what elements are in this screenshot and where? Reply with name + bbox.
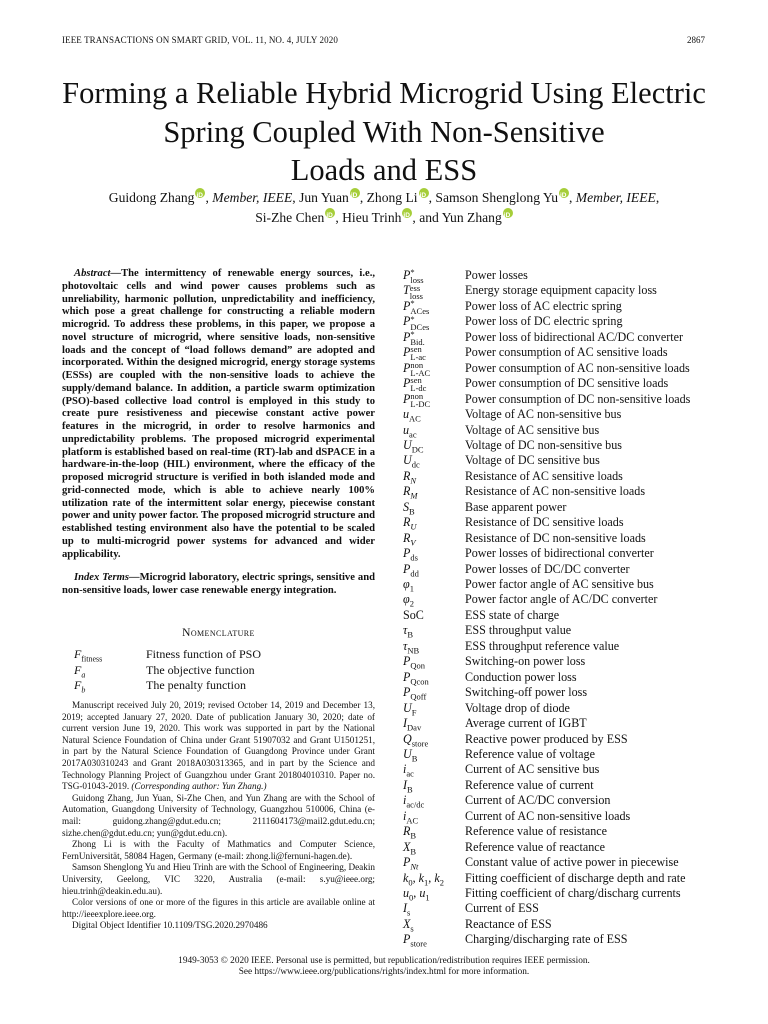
symbol-description: Switching-on power loss bbox=[465, 654, 586, 669]
nomenclature-description: The penalty function bbox=[146, 678, 246, 692]
symbol-description: Fitting coefficient of discharge depth and rate bbox=[465, 870, 686, 885]
symbol-description: Base apparent power bbox=[465, 499, 567, 514]
symbol: P sen L-ac bbox=[403, 344, 426, 363]
symbol: $U_{dc}$ bbox=[403, 453, 420, 470]
orcid-icon[interactable] bbox=[419, 188, 429, 198]
symbol-description: Constant value of active power in piecewise bbox=[465, 855, 679, 870]
symbol: P non L-DC bbox=[403, 390, 431, 409]
symbol-description: Voltage of DC sensitive bus bbox=[465, 453, 600, 468]
symbol-description: Reference value of resistance bbox=[465, 824, 608, 839]
author-line-2 bbox=[30, 208, 738, 228]
author-sep: , bbox=[205, 190, 213, 205]
symbol-description: Current of AC sensitive bus bbox=[465, 762, 600, 777]
nomenclature-description: The objective function bbox=[146, 662, 255, 677]
symbol-description: Current of AC/DC conversion bbox=[465, 793, 611, 808]
nomenclature-symbol: $F_a$ bbox=[74, 662, 86, 679]
symbol: $u_0$, $u_1$ bbox=[403, 886, 430, 903]
symbol: P non L-AC bbox=[403, 359, 431, 378]
symbol: $U_F$ bbox=[403, 700, 417, 717]
author-name: , Samson Shenglong Yu bbox=[428, 190, 558, 205]
symbol-description: Resistance of DC sensitive loads bbox=[465, 515, 624, 530]
author-name: , Hieu Trinh bbox=[335, 209, 402, 225]
nomenclature-heading: Nomenclature bbox=[182, 627, 255, 639]
abstract-text: The intermittency of renewable energy sources, i.e., photovoltaic cells and wind power causes problems such as unreliability, harmonic pollution, unpredictability and inefficiency, which pose a great challenge for constructing a reliable modern microgrid. To address these problems, in this paper, we propose a novel structure of microgrid, where sensitive loads, non-sensitive loads and the concept of “load follows demand” are adopted and incorporated. Within the designed microgrid, energy storage systems (ESSs) are coupled with the non-sensitive loads to achieve the supply/demand balance. In addition, a particle swarm optimization (PSO)-based collective load control is employed in this study to create pure resistiveness and piecewise constant active power features in the microgrid, in order to resolve harmonics and unpredictability problems. The proposed microgrid experimental platform is established based on real-time (RT)-lab and dSPACE in a hardware-in-the-loop (HIL) environment, where the efficacy of the proposed microgrid structure is verified in both islanded mode and grid-connected mode, which is able to achieve nearly 100% utilization rate of the intermittent solar energy, piecewise constant power and unity power factor. The proposed microgrid structure and established testing environment also have the potential to be scaled up to multi-microgrid power systems for advanced and wider applicability. bbox=[62, 268, 375, 560]
symbol: $U_{DC}$ bbox=[403, 437, 424, 455]
symbol-description: Conduction power loss bbox=[465, 669, 577, 684]
symbol: P * ACes bbox=[403, 298, 430, 317]
symbol: $R_M$ bbox=[403, 484, 418, 501]
symbol: $X_s$ bbox=[403, 916, 414, 934]
index-terms-label: Index Terms— bbox=[74, 572, 140, 583]
symbol: $\tau_{NB}$ bbox=[403, 638, 420, 656]
title-line-3: Loads and ESS bbox=[290, 153, 478, 187]
paper-title bbox=[30, 74, 738, 190]
symbol: $P_{Qcon}$ bbox=[403, 669, 429, 687]
symbol: T ess loss bbox=[403, 282, 423, 301]
orcid-icon[interactable] bbox=[559, 188, 569, 198]
author-sep: , bbox=[655, 190, 660, 205]
orcid-icon[interactable] bbox=[195, 188, 205, 198]
abstract-label: Abstract— bbox=[74, 268, 122, 279]
author-line-1 bbox=[30, 188, 738, 208]
symbol-description: Reactive power produced by ESS bbox=[465, 731, 628, 746]
symbol: $R_B$ bbox=[403, 824, 417, 841]
symbol: $I_B$ bbox=[403, 777, 413, 795]
author-name: , Zhong Li bbox=[359, 190, 418, 205]
footnote-paragraph: Digital Object Identifier 10.1109/TSG.2020.2970486 bbox=[72, 920, 268, 931]
orcid-icon[interactable] bbox=[402, 208, 412, 218]
nomenclature-item bbox=[74, 647, 374, 662]
running-header: IEEE TRANSACTIONS ON SMART GRID, VOL. 11, NO. 4, JULY 2020 bbox=[62, 35, 338, 45]
orcid-icon[interactable] bbox=[503, 208, 513, 218]
nomenclature-symbol: $F_{fitness}$ bbox=[74, 647, 103, 664]
symbol: $P_{store}$ bbox=[403, 932, 427, 949]
symbol-description: Power losses of DC/DC converter bbox=[465, 561, 630, 576]
title-line-1: Forming a Reliable Hybrid Microgrid Using Electric bbox=[62, 76, 706, 110]
nomenclature-item bbox=[74, 678, 374, 693]
author-list bbox=[30, 188, 738, 227]
rights-line: See https://www.ieee.org/publications/rights/index.html for more information. bbox=[238, 967, 530, 977]
index-terms bbox=[62, 572, 375, 598]
symbol-description: Power losses of bidirectional converter bbox=[465, 546, 654, 561]
symbol-description: Voltage of AC sensitive bus bbox=[465, 422, 600, 437]
symbol: $P_{dd}$ bbox=[403, 561, 419, 578]
symbol-description: Resistance of DC non-sensitive loads bbox=[465, 530, 646, 545]
symbol-description: Power consumption of AC non-sensitive loads bbox=[465, 360, 690, 375]
symbol-description: Power factor angle of AC sensitive bus bbox=[465, 577, 654, 591]
author-sep: , bbox=[569, 190, 576, 205]
symbol-description: Voltage of DC non-sensitive bus bbox=[465, 437, 622, 452]
symbol-description: Average current of IGBT bbox=[465, 716, 587, 731]
symbol: $U_B$ bbox=[403, 746, 418, 764]
symbol-description: Power factor angle of AC/DC converter bbox=[465, 592, 658, 607]
symbol: P * DCes bbox=[403, 313, 430, 332]
symbol-description: Resistance of AC sensitive loads bbox=[465, 468, 623, 483]
symbol-description: Power loss of AC electric spring bbox=[465, 298, 622, 313]
symbol: $Q_{store}$ bbox=[403, 731, 429, 748]
symbol: SoC bbox=[403, 607, 424, 622]
symbol-description: Charging/discharging rate of ESS bbox=[465, 932, 628, 947]
symbol-description: Power consumption of DC sensitive loads bbox=[465, 376, 669, 391]
symbol: $u_{AC}$ bbox=[403, 407, 421, 424]
footnote-paragraph: Manuscript received July 20, 2019; revised October 14, 2019 and December 13, 2019; accepted January 27, 2020. Date of publication January 30, 2020; date of current version June 19, 2020. This work was supported in part by the National Natural Science Foundation of China under Grant 51907032 and Grant U1501251, in part by the Natural Science Foundation of Guangdong Province under Grant 2017A030310243 and Grant 2018A030313365, and in part by the Science and Technology Planning Project of Guangzhou under Grant 201804010310. Paper no. TSG-01043-2019. (Corresponding author: Yun Zhang.) bbox=[62, 700, 375, 792]
copyright-line: 1949-3053 © 2020 IEEE. Personal use is permitted, but republication/redistribution requires IEEE permission. bbox=[178, 956, 590, 966]
symbol-description: Resistance of AC non-sensitive loads bbox=[465, 484, 646, 499]
symbol: $R_U$ bbox=[403, 515, 417, 532]
author-membership: Member, IEEE bbox=[212, 190, 293, 205]
symbol: $R_N$ bbox=[403, 468, 417, 486]
nomenclature-item bbox=[74, 663, 374, 678]
orcid-icon[interactable] bbox=[350, 188, 360, 198]
symbol: $S_B$ bbox=[403, 499, 415, 517]
orcid-icon[interactable] bbox=[325, 208, 335, 218]
symbol-description: Power loss of DC electric spring bbox=[465, 314, 623, 329]
footnotes bbox=[62, 700, 375, 932]
symbol-description: Power consumption of AC sensitive loads bbox=[465, 345, 668, 360]
index-terms-text: Microgrid laboratory, electric springs, sensitive and non-sensitive loads, lower case renewable energy integration. bbox=[62, 572, 375, 596]
symbol: $i_{ac}$ bbox=[403, 762, 414, 779]
page-number: 2867 bbox=[687, 35, 705, 45]
symbol-description: ESS state of charge bbox=[465, 607, 560, 622]
author-name: Guidong Zhang bbox=[108, 190, 195, 205]
footnote-paragraph: Guidong Zhang, Jun Yuan, Si-Zhe Chen, and Yun Zhang are with the School of Automation, Guangdong University of Technology, Guangzhou 510006, China (e-mail: guidong.zhang@gdut.edu.cn; 2111604173@mail2.gdut.edu.cn; sizhe.chen@gdut.edu.cn; yun@gdut.edu.cn). bbox=[62, 792, 375, 838]
abstract bbox=[62, 268, 375, 561]
symbol: $u_{ac}$ bbox=[403, 422, 417, 439]
symbol-description: Reference value of voltage bbox=[465, 746, 595, 761]
nomenclature-description: Fitness function of PSO bbox=[146, 647, 262, 661]
symbol-description: Voltage of AC non-sensitive bus bbox=[465, 407, 622, 422]
symbol-description: Reference value of reactance bbox=[465, 839, 605, 854]
symbol: $i_{ac/dc}$ bbox=[403, 793, 425, 810]
symbol-description: Power loss of bidirectional AC/DC converter bbox=[465, 329, 683, 344]
symbol-description: Reactance of ESS bbox=[465, 916, 552, 931]
symbol: $\varphi_1$ bbox=[403, 577, 414, 594]
symbol: $\varphi_2$ bbox=[403, 592, 414, 609]
symbol-description: Power consumption of DC non-sensitive loads bbox=[465, 391, 691, 406]
symbol: $k_0$, $k_1$, $k_2$ bbox=[403, 870, 444, 887]
symbol: $i_{AC}$ bbox=[403, 808, 419, 826]
symbol-description: ESS throughput value bbox=[465, 623, 572, 638]
symbol: $I_s$ bbox=[403, 901, 411, 918]
symbol: $P_{Qoff}$ bbox=[403, 685, 427, 702]
footnote-paragraph: Zhong Li is with the Faculty of Mathmatics and Computer Science, FernUniversität, 58084 Hagen, Germany (e-mail: zhong.li@fernuni-hagen.de). bbox=[62, 839, 375, 861]
symbol-description: Fitting coefficient of charg/discharg currents bbox=[465, 886, 681, 900]
symbol-description: Switching-off power loss bbox=[465, 685, 588, 700]
symbol: $P_{Qon}$ bbox=[403, 654, 426, 671]
symbol-description: Reference value of current bbox=[465, 777, 594, 792]
author-name: , and Yun Zhang bbox=[412, 209, 502, 225]
author-name: , Jun Yuan bbox=[292, 190, 349, 205]
symbol-description: ESS throughput reference value bbox=[465, 638, 620, 653]
symbol: $R_V$ bbox=[403, 530, 416, 548]
title-line-2: Spring Coupled With Non-Sensitive bbox=[163, 114, 605, 149]
symbol-description: Energy storage equipment capacity loss bbox=[465, 283, 657, 298]
author-membership: Member, IEEE bbox=[575, 190, 656, 205]
symbol: $X_B$ bbox=[403, 839, 417, 857]
symbol: $P_{ds}$ bbox=[403, 546, 418, 563]
author-name: Si-Zhe Chen bbox=[255, 209, 325, 225]
symbol: $I_{Dav}$ bbox=[403, 716, 422, 733]
symbol: P * Bid. bbox=[403, 329, 425, 348]
symbol-description: Current of ESS bbox=[465, 901, 539, 916]
symbol-description: Voltage drop of diode bbox=[465, 700, 570, 715]
nomenclature-symbol: $F_b$ bbox=[74, 678, 86, 695]
symbol: P * loss bbox=[403, 267, 424, 286]
symbol: P sen L-dc bbox=[403, 375, 427, 394]
symbol: $P_{Nt}$ bbox=[403, 855, 419, 872]
symbol-description: Power losses bbox=[465, 268, 528, 282]
footnote-paragraph: Samson Shenglong Yu and Hieu Trinh are with the School of Engineering, Deakin University, Geelong, VIC 3220, Australia (e-mail: s.yu@ieee.org; hieu.trinh@deakin.edu.au). bbox=[62, 862, 375, 896]
symbol: $\tau_B$ bbox=[403, 623, 414, 640]
symbol-description: Current of AC non-sensitive loads bbox=[465, 808, 631, 823]
footnote-paragraph: Color versions of one or more of the figures in this article are available online at http://ieeexplore.ieee.org. bbox=[62, 897, 375, 919]
